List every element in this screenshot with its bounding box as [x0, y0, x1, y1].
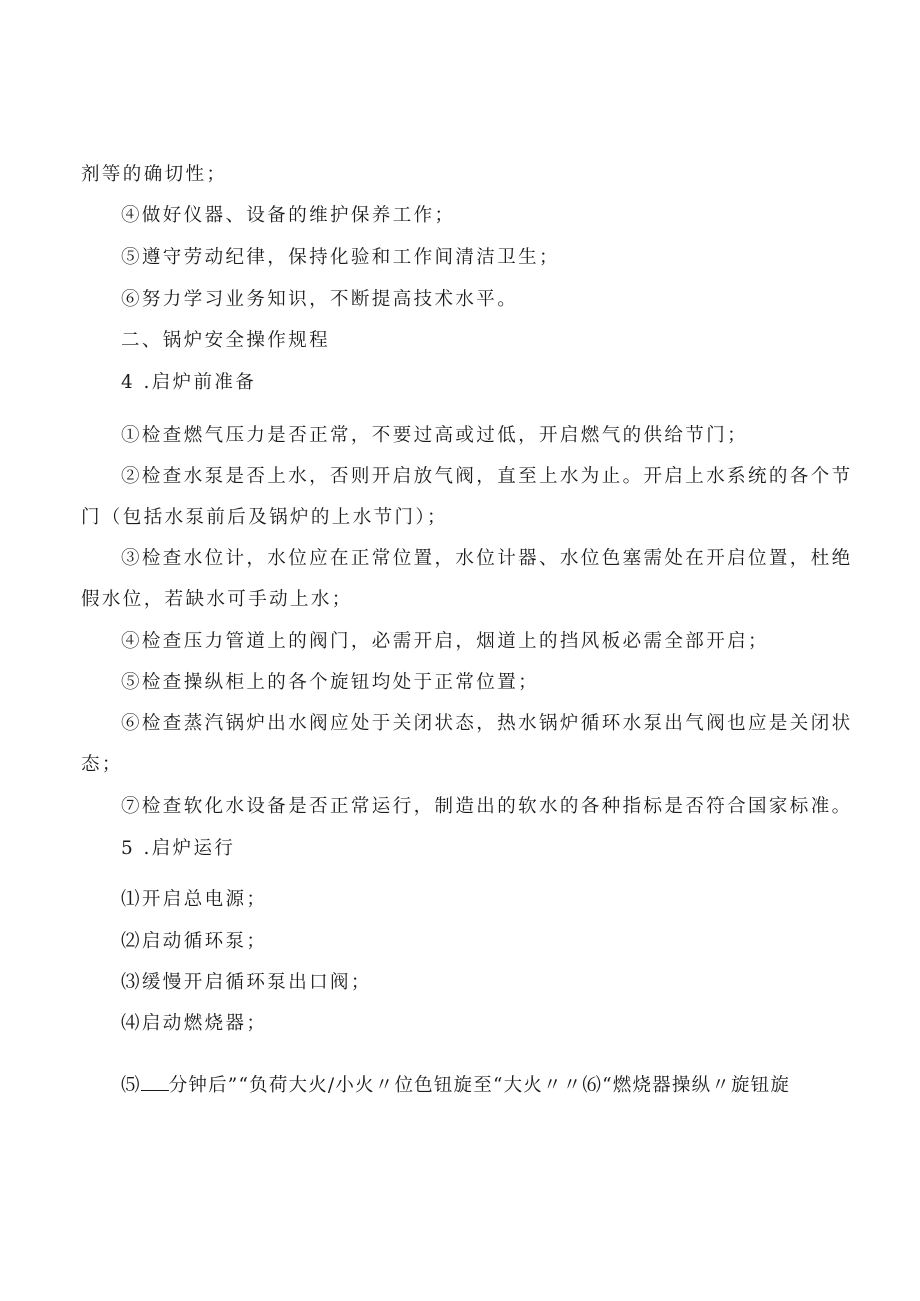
text-line: 剂等的确切性；	[81, 164, 228, 185]
text-line: ⑴开启总电源；	[121, 889, 268, 910]
last-line-prefix: ⑸	[121, 1075, 141, 1096]
section-heading: 二、锅炉安全操作规程	[121, 330, 331, 351]
text-line: ④做好仪器、设备的维护保养工作；	[121, 205, 456, 226]
text-line: ⑤检查操纵柜上的各个旋钮均处于正常位置；	[121, 672, 540, 693]
last-line-suffix: 分钟后”“负荷大火/小火〃位色钮旋至“大火〃〃⑹“燃烧器操纵〃旋钮旋	[168, 1075, 791, 1096]
text-line: ⑶缓慢开启循环泵出口阀；	[121, 972, 372, 993]
text-line: ⑷启动燃烧器；	[121, 1013, 268, 1034]
text-line: ①检查燃气压力是否正常，不要过高或过低，开启燃气的供给节门；	[121, 425, 749, 446]
text-line: ⑤遵守劳动纪律，保持化验和工作间清洁卫生；	[121, 247, 560, 268]
subsection-heading: 5 .启炉运行	[121, 838, 236, 859]
text-line: ⑥检查蒸汽锅炉出水阀应处于关闭状态，热水锅炉循环水泵出气阀也应是关闭状	[121, 713, 853, 734]
subsection-heading: 4 .启炉前准备	[121, 372, 257, 393]
text-line-last	[121, 1074, 790, 1098]
text-line: 假水位，若缺水可手动上水；	[81, 589, 353, 610]
text-line: ②检查水泵是否上水，否则开启放气阀，直至上水为止。开启上水系统的各个节	[121, 466, 853, 487]
text-line: ③检查水位计，水位应在正常位置，水位计器、水位色塞需处在开启位置，杜绝	[121, 548, 853, 569]
text-line: 态；	[81, 754, 123, 775]
text-line: ⑵启动循环泵；	[121, 931, 268, 952]
text-line: ⑥努力学习业务知识，不断提高技术水平。	[121, 289, 519, 310]
text-line: ④检查压力管道上的阀门，必需开启，烟道上的挡风板必需全部开启；	[121, 631, 769, 652]
text-line: ⑦检查软化水设备是否正常运行，制造出的软水的各种指标是否符合国家标准。	[121, 796, 853, 817]
fill-blank	[141, 1076, 169, 1091]
text-line: 门（包括水泵前后及锅炉的上水节门）；	[81, 507, 448, 528]
